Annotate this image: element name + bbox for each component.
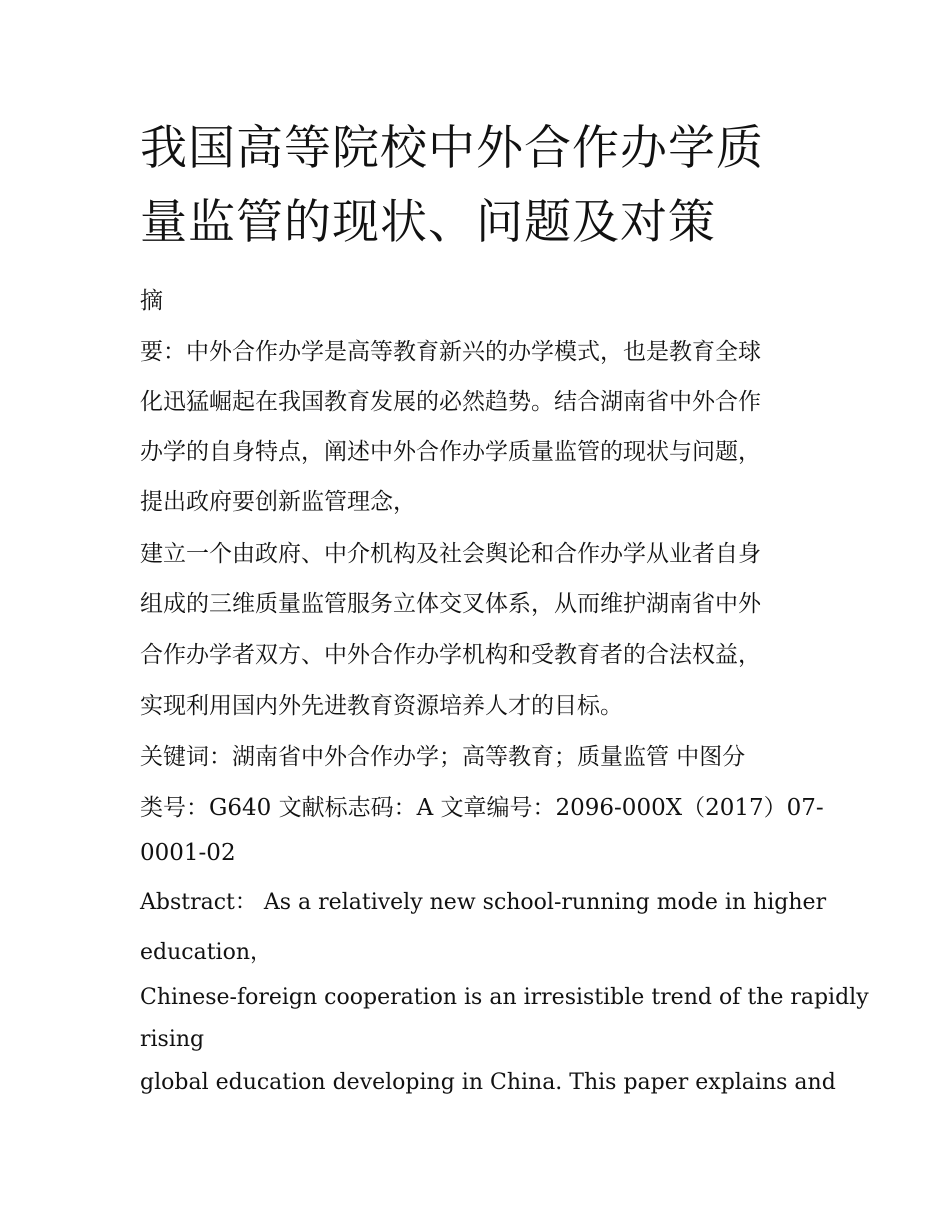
title-line-2: 量监管的现状、问题及对策 <box>140 195 716 250</box>
abstract-cn-line: 实现利用国内外先进教育资源培养人才的目标。 <box>140 693 623 719</box>
keywords-line: 类号：G640 文献标志码：A 文章编号：2096-000X（2017）07- <box>140 795 824 821</box>
abstract-en-line: rising <box>140 1027 205 1052</box>
abstract-cn-line: 摘 <box>140 288 163 314</box>
abstract-cn-line: 要：中外合作办学是高等教育新兴的办学模式，也是教育全球 <box>140 339 761 365</box>
abstract-cn-line: 组成的三维质量监管服务立体交叉体系，从而维护湖南省中外 <box>140 591 761 617</box>
abstract-en-line: education， <box>140 940 273 965</box>
abstract-en-line: Chinese-foreign cooperation is an irresistible trend of the rapidly <box>140 985 869 1010</box>
abstract-cn-line: 提出政府要创新监管理念， <box>140 489 416 515</box>
title-line-1: 我国高等院校中外合作办学质 <box>140 121 764 176</box>
keywords-line: 0001-02 <box>140 840 236 866</box>
keywords-line: 关键词：湖南省中外合作办学；高等教育；质量监管 中图分 <box>140 744 746 770</box>
abstract-cn-line: 建立一个由政府、中介机构及社会舆论和合作办学从业者自身 <box>140 541 761 567</box>
abstract-cn-line: 合作办学者双方、中外合作办学机构和受教育者的合法权益， <box>140 642 761 668</box>
abstract-en-line: global education developing in China. This paper explains and <box>140 1070 836 1095</box>
abstract-en-line: Abstract： As a relatively new school-running mode in higher <box>140 890 827 915</box>
document-title <box>140 112 820 260</box>
abstract-cn-line: 办学的自身特点，阐述中外合作办学质量监管的现状与问题， <box>140 439 761 465</box>
abstract-cn-line: 化迅猛崛起在我国教育发展的必然趋势。结合湖南省中外合作 <box>140 389 761 415</box>
